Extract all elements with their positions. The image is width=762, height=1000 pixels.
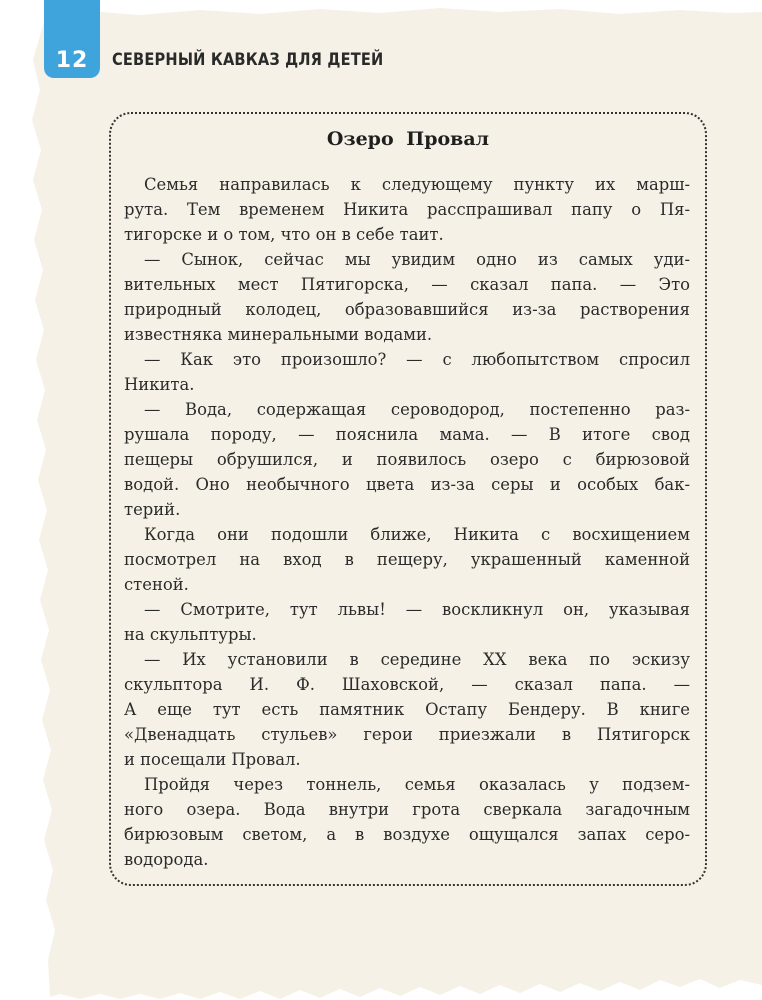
text-line: терий. — [124, 500, 181, 519]
paragraph — [124, 347, 690, 397]
text-line: Никита. — [124, 375, 195, 394]
text-line: А еще тут есть памятник Остапу Бендеру. В книге — [124, 700, 690, 719]
paragraph — [124, 647, 690, 772]
text-line: природный колодец, образовавшийся из-за растворения — [124, 300, 690, 319]
text-line: водой. Оно необычного цвета из-за серы и особых бак- — [124, 475, 690, 494]
text-line: Семья направилась к следующему пункту их марш- — [144, 175, 690, 194]
text-line: ного озера. Вода внутри грота сверкала загадочным — [124, 800, 690, 819]
text-line: на скульптуры. — [124, 625, 257, 644]
text-line: «Двенадцать стульев» герои приезжали в Пятигорск — [124, 725, 690, 744]
text-line: пещеры обрушился, и появилось озеро с бирюзовой — [124, 450, 690, 469]
text-line: стеной. — [124, 575, 189, 594]
text-line: тигорске и о том, что он в себе таит. — [124, 225, 444, 244]
page-number: 12 — [55, 48, 89, 73]
text-line: — Вода, содержащая сероводород, постепенно раз- — [144, 400, 690, 419]
text-line: рута. Тем временем Никита расспрашивал папу о Пя- — [124, 200, 690, 219]
text-line: известняка минеральными водами. — [124, 325, 433, 344]
text-line: — Сынок, сейчас мы увидим одно из самых уди- — [144, 250, 690, 269]
paragraph — [124, 522, 690, 597]
running-head: СЕВЕРНЫЙ КАВКАЗ ДЛЯ ДЕТЕЙ — [112, 50, 384, 70]
text-line: Пройдя через тоннель, семья оказалась у подзем- — [144, 775, 690, 794]
text-line: посмотрел на вход в пещеру, украшенный каменной — [124, 550, 690, 569]
paragraph — [124, 172, 690, 247]
text-line: — Их установили в середине XX века по эскизу — [144, 650, 690, 669]
text-line: и посещали Провал. — [124, 750, 301, 769]
text-line: скульптора И. Ф. Шаховской, — сказал папа. — — [124, 675, 690, 694]
paragraph — [124, 397, 690, 522]
story-title: Озеро Провал — [326, 128, 490, 150]
text-line: бирюзовым светом, а в воздухе ощущался запах серо- — [124, 825, 690, 844]
paragraph — [124, 597, 690, 647]
text-line: — Смотрите, тут львы! — воскликнул он, указывая — [144, 600, 690, 619]
text-line: вительных мест Пятигорска, — сказал папа. — Это — [124, 275, 690, 294]
text-line: — Как это произошло? — с любопытством спросил — [144, 350, 690, 369]
text-line: рушала породу, — пояснила мама. — В итоге свод — [124, 425, 690, 444]
text-line: водорода. — [124, 850, 209, 869]
paragraph — [124, 772, 690, 872]
paragraph — [124, 247, 690, 347]
text-line: Когда они подошли ближе, Никита с восхищением — [144, 525, 690, 544]
story-text — [124, 172, 690, 872]
